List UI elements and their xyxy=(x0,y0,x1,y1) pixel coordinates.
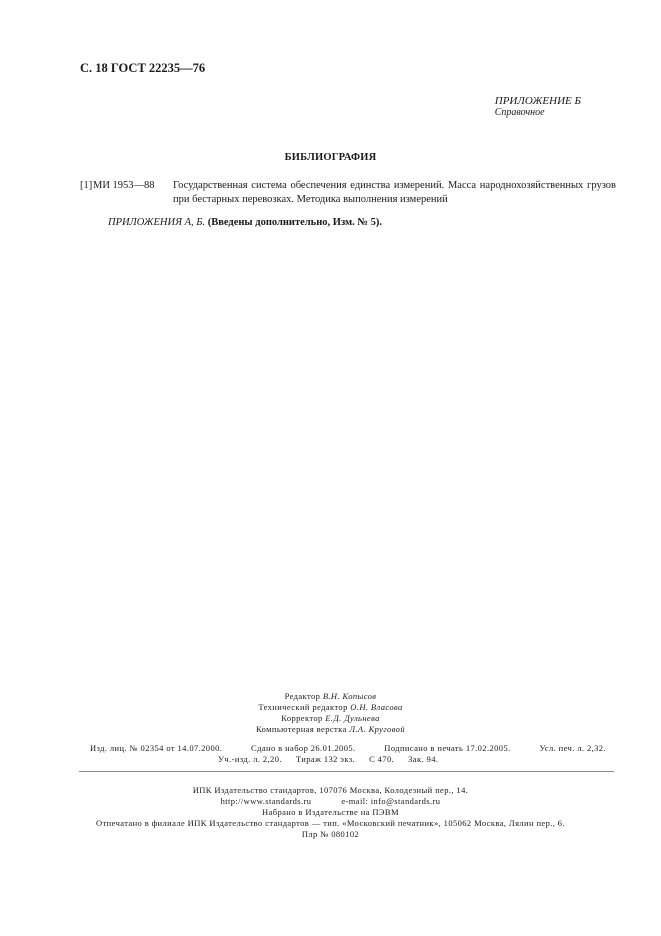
appendix-block xyxy=(495,95,581,118)
typeset-note: Набрано в Издательстве на ПЭВМ xyxy=(262,807,399,817)
divider xyxy=(79,771,614,772)
publisher-web xyxy=(0,796,661,807)
staff-line: Компьютерная верстка Л.А. Круговой xyxy=(256,724,405,734)
appendix-title: ПРИЛОЖЕНИЕ Б xyxy=(494,95,581,107)
entry-number: [1] xyxy=(80,180,93,191)
amendment-text: (Введены дополнительно, Изм. № 5). xyxy=(207,217,382,228)
entry-code: МИ 1953—88 xyxy=(93,180,155,191)
entry-text: Государственная система обеспечения единства измерений. Масса народнохозяйственных грузов при бестарных перевозках. Методика выполнения измерений xyxy=(173,180,616,205)
website-link[interactable]: http://www.standards.ru xyxy=(220,796,312,806)
publisher-address: ИПК Издательство стандартов, 107076 Москва, Колодезный пер., 14. xyxy=(192,785,469,795)
printed-note: Отпечатано в филиале ИПК Издательство стандартов — тип. «Московский печатник», 105062 Москва, Лялин пер., 6. xyxy=(96,818,565,828)
email-link[interactable]: e-mail: info@standards.ru xyxy=(341,796,441,806)
publication-details-row-2: Уч.-изд. л. 2,20. Тираж 132 экз. С 470. Зак. 94. xyxy=(218,754,439,764)
amendment-prefix: ПРИЛОЖЕНИЯ А, Б. xyxy=(108,217,206,228)
publication-details-row-1: Изд. лиц. № 02354 от 14.07.2000. Сдано в набор 26.01.2005. Подписано в печать 17.02.2005. Усл. печ. л. 2,32. xyxy=(90,743,606,753)
staff-line: Корректор Е.Д. Дульнева xyxy=(281,713,380,723)
staff-line: Редактор В.Н. Копысов xyxy=(284,691,377,701)
publisher-info xyxy=(0,785,661,840)
page-header: С. 18 ГОСТ 22235—76 xyxy=(80,61,206,75)
license-note: Плр № 080102 xyxy=(301,829,360,839)
staff-line: Технический редактор О.Н. Власова xyxy=(258,702,403,712)
bibliography-heading: БИБЛИОГРАФИЯ xyxy=(284,152,377,163)
staff-credits xyxy=(0,691,661,735)
amendment-note xyxy=(108,217,382,228)
appendix-type: Справочное xyxy=(494,107,545,118)
